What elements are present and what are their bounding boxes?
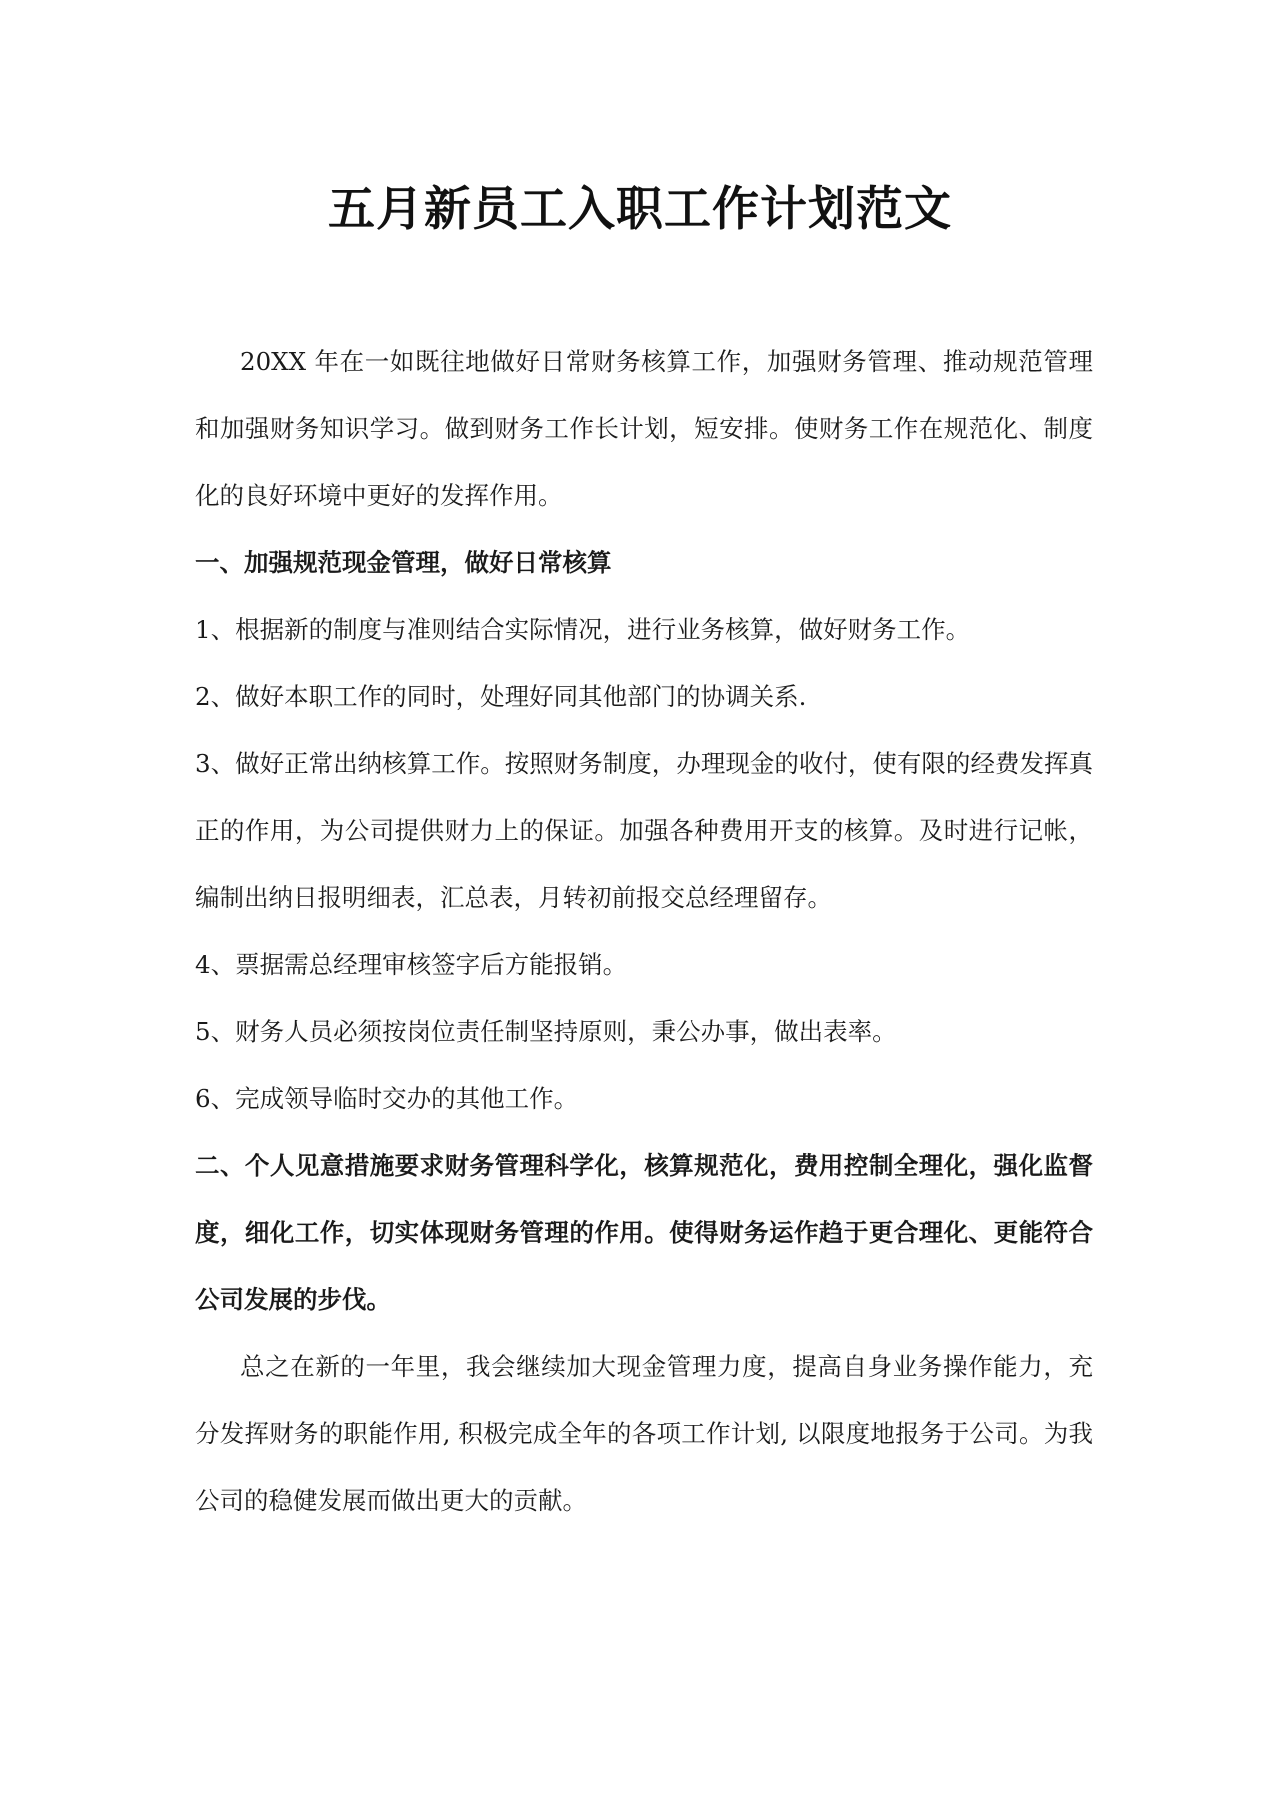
document-title: 五月新员工入职工作计划范文 [328,182,952,237]
conclusion-paragraph: 总之在新的一年里，我会继续加大现金管理力度，提高自身业务操作能力，充分发挥财务的职能作用, 积极完成全年的各项工作计划, 以限度地报务于公司。为我公司的稳健发展而做出更大的贡献。 [195,1352,1093,1515]
list-item-5: 5、财务人员必须按岗位责任制坚持原则，秉公办事，做出表率。 [195,1017,897,1046]
section-2-heading: 二、个人见意措施要求财务管理科学化，核算规范化，费用控制全理化，强化监督度，细化工作，切实体现财务管理的作用。使得财务运作趋于更合理化、更能符合公司发展的步伐。 [195,1151,1093,1314]
list-item-4: 4、票据需总经理审核签字后方能报销。 [195,950,628,979]
list-item-6: 6、完成领导临时交办的其他工作。 [195,1084,579,1113]
document-body [195,328,1093,1534]
list-item-1: 1、根据新的制度与准则结合实际情况，进行业务核算，做好财务工作。 [195,615,971,644]
section-1-heading: 一、加强规范现金管理，做好日常核算 [195,548,612,577]
intro-paragraph: 20XX 年在一如既往地做好日常财务核算工作，加强财务管理、推动规范管理和加强财务知识学习。做到财务工作长计划，短安排。使财务工作在规范化、制度化的良好环境中更好的发挥作用。 [195,347,1093,510]
list-item-3: 3、做好正常出纳核算工作。按照财务制度，办理现金的收付，使有限的经费发挥真正的作用，为公司提供财力上的保证。加强各种费用开支的核算。及时进行记帐，编制出纳日报明细表，汇总表，月转初前报交总经理留存。 [195,749,1093,912]
list-item-2: 2、做好本职工作的同时，处理好同其他部门的协调关系. [195,682,807,711]
